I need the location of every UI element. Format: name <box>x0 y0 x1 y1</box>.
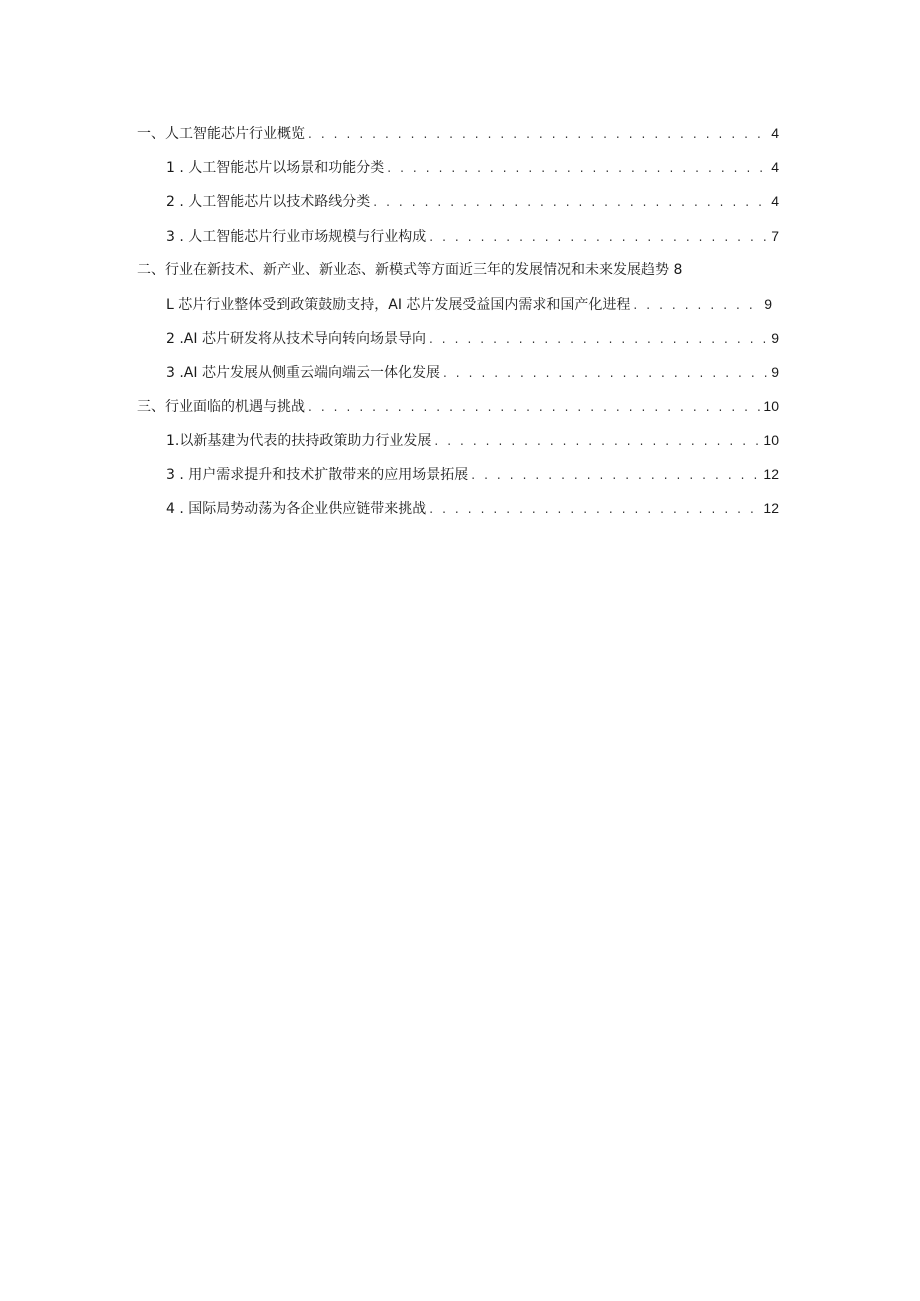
toc-entry[interactable] <box>166 327 779 349</box>
toc-page-number: 4 <box>771 125 779 141</box>
toc-entry[interactable] <box>166 293 772 315</box>
toc-page-number: 9 <box>771 330 779 346</box>
toc-entry[interactable] <box>137 395 779 417</box>
toc-entry-label: 一、人工智能芯片行业概览 <box>137 126 305 142</box>
toc-page-number: 4 <box>771 159 779 175</box>
toc-entry-label: 4 . 国际局势动荡为各企业供应链带来挑战 <box>166 501 427 517</box>
toc-leader-dots <box>471 464 760 486</box>
toc-entry[interactable] <box>137 259 779 281</box>
toc-leader-dots <box>429 498 760 520</box>
toc-entry-label: 1.以新基建为代表的扶持政策助力行业发展 <box>166 433 432 449</box>
toc-leader-dots <box>308 396 760 418</box>
toc-page-number: 10 <box>763 432 779 448</box>
toc-leader-dots <box>434 430 760 452</box>
toc-entry-label: 1 . 人工智能芯片以场景和功能分类 <box>166 160 385 176</box>
toc-leader-dots <box>429 226 768 248</box>
toc-entry-label: L 芯片行业整体受到政策鼓励支持，AI 芯片发展受益国内需求和国产化进程 <box>166 297 631 313</box>
toc-entry[interactable] <box>137 122 779 144</box>
toc-page-number: 4 <box>771 193 779 209</box>
toc-page-number: 7 <box>771 228 779 244</box>
toc-entry-label: 二、行业在新技术、新产业、新业态、新模式等方面近三年的发展情况和未来发展趋势 8 <box>137 262 683 278</box>
toc-entry[interactable] <box>166 463 779 485</box>
toc-entry[interactable] <box>166 190 779 212</box>
toc-entry[interactable] <box>166 361 779 383</box>
toc-leader-dots <box>443 362 768 384</box>
toc-entry-label: 2 . 人工智能芯片以技术路线分类 <box>166 194 371 210</box>
toc-page-number: 9 <box>764 296 772 312</box>
toc-entry[interactable] <box>166 497 779 519</box>
toc-entry-label: 3 . 用户需求提升和技术扩散带来的应用场景拓展 <box>166 467 469 483</box>
toc-entry-label: 2 .AI 芯片研发将从技术导向转向场景导向 <box>166 331 426 347</box>
toc-leader-dots <box>308 123 768 145</box>
toc-entry[interactable] <box>166 429 779 451</box>
toc-entry-label: 三、行业面临的机遇与挑战 <box>137 399 305 415</box>
toc-entry[interactable] <box>166 225 779 247</box>
toc-entry-label: 3 . 人工智能芯片行业市场规模与行业构成 <box>166 229 427 245</box>
toc-entry-label: 3 .AI 芯片发展从侧重云端向端云一体化发展 <box>166 365 440 381</box>
toc-leader-dots <box>387 157 768 179</box>
toc-page-number: 10 <box>763 398 779 414</box>
toc-page-number: 12 <box>763 500 779 516</box>
toc-entry[interactable] <box>166 156 779 178</box>
toc-page-number: 12 <box>763 466 779 482</box>
toc-leader-dots <box>633 294 761 316</box>
toc-page-number: 9 <box>771 364 779 380</box>
toc-leader-dots <box>373 191 768 213</box>
toc-leader-dots <box>429 328 768 350</box>
